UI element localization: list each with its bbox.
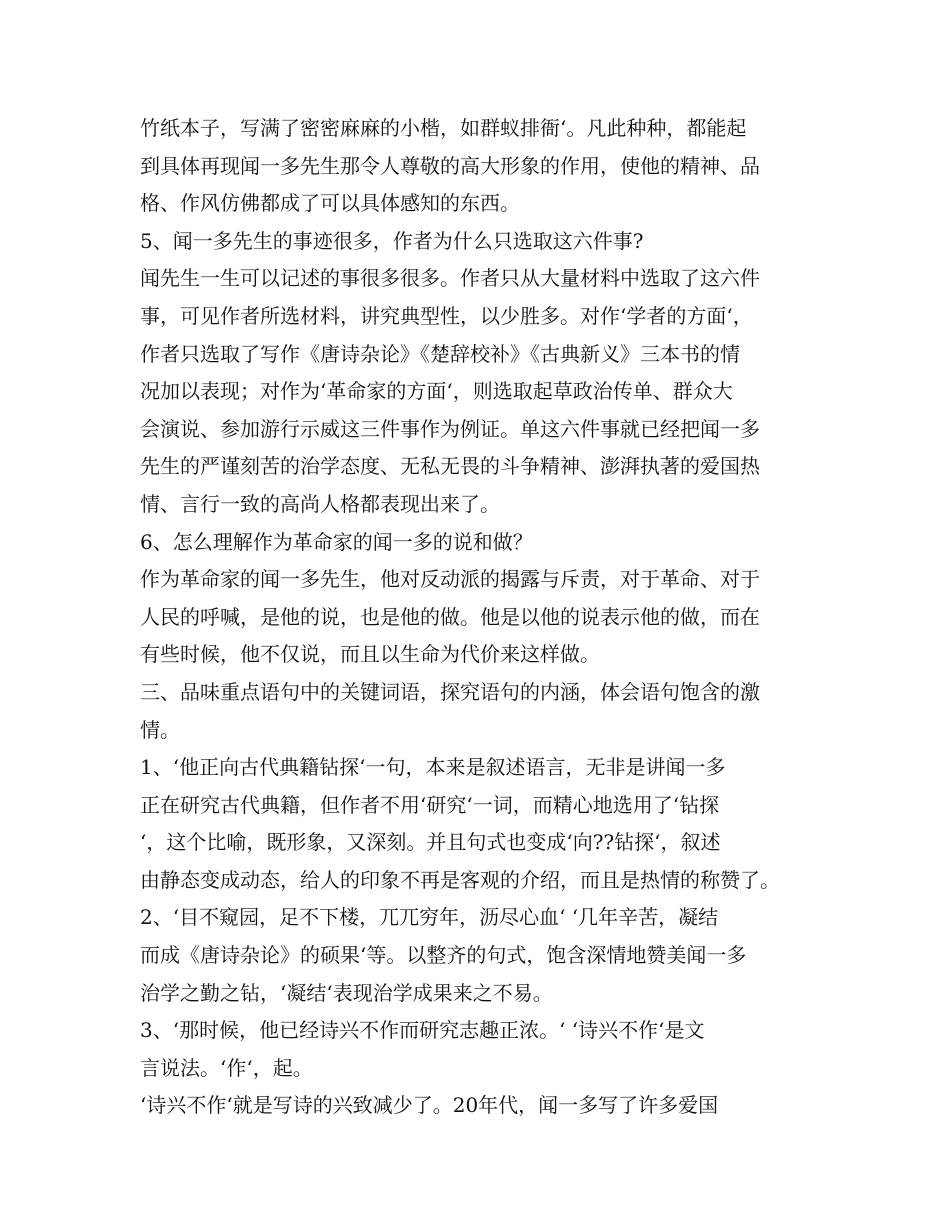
text-line: 有些时候，他不仅说，而且以生命为代价来这样做。 [140, 642, 600, 667]
text-line: 由静态变成动态，给人的印象不再是客观的介绍，而且是热情的称赞了。 [140, 867, 780, 892]
text-line: 事，可见作者所选材料，讲究典型性，以少胜多。对作‘学者的方面‘， [140, 303, 753, 328]
text-line: 3、‘那时候，他已经诗兴不作而研究志趣正浓。‘ ‘诗兴不作‘是文 [140, 1018, 705, 1043]
text-line: 会演说、参加游行示威这三件事作为例证。单这六件事就已经把闻一多 [140, 416, 760, 441]
text-line: 正在研究古代典籍，但作者不用‘研究‘一词，而精心地选用了‘钻探 [140, 792, 720, 817]
question-heading: 5、闻一多先生的事迹很多，作者为什么只选取这六件事? [140, 228, 644, 253]
document-body [140, 110, 830, 1125]
text-line: 人民的呼喊，是他的说，也是他的做。他是以他的说表示他的做，而在 [140, 604, 760, 629]
question-heading: 6、怎么理解作为革命家的闻一多的说和做？ [140, 529, 533, 554]
section-heading: 三、品味重点语句中的关键词语，探究语句的内涵，体会语句饱含的激 [140, 679, 760, 704]
text-line: 治学之勤之钻，‘凝结‘表现治学成果来之不易。 [140, 980, 553, 1005]
text-line: 2、‘目不窥园，足不下楼，兀兀穷年，沥尽心血‘ ‘几年辛苦，凝结 [140, 905, 719, 930]
text-line: 言说法。‘作‘，起。 [140, 1055, 313, 1080]
text-line: 闻先生一生可以记述的事很多很多。作者只从大量材料中选取了这六件 [140, 266, 760, 291]
text-line: 到具体再现闻一多先生那令人尊敬的高大形象的作用，使他的精神、品 [140, 153, 760, 178]
section-heading: 情。 [140, 717, 180, 742]
text-line: ‘，这个比喻，既形象，又深刻。并且句式也变成‘向??钻探‘，叙述 [140, 830, 721, 855]
text-line: 格、作风仿佛都成了可以具体感知的东西。 [140, 191, 520, 216]
text-line: 而成《唐诗杂论》的硕果‘等。以整齐的句式，饱含深情地赞美闻一多 [140, 943, 747, 968]
text-line: 1、‘他正向古代典籍钻探‘一句，本来是叙述语言，无非是讲闻一多 [140, 755, 726, 780]
text-line: ‘诗兴不作‘就是写诗的兴致减少了。20年代，闻一多写了许多爱国 [140, 1093, 719, 1118]
text-line: 情、言行一致的高尚人格都表现出来了。 [140, 491, 500, 516]
text-line: 况加以表现；对作为‘革命家的方面‘，则选取起草政治传单、群众大 [140, 379, 733, 404]
text-line: 作为革命家的闻一多先生，他对反动派的揭露与斥责，对于革命、对于 [140, 567, 760, 592]
text-line: 作者只选取了写作《唐诗杂论》《楚辞校补》《古典新义》三本书的情 [140, 341, 740, 366]
text-line: 竹纸本子，写满了密密麻麻的小楷，如群蚁排衙‘。凡此种种，都能起 [140, 116, 747, 140]
text-line: 先生的严谨刻苦的治学态度、无私无畏的斗争精神、澎湃执著的爱国热 [140, 454, 760, 479]
